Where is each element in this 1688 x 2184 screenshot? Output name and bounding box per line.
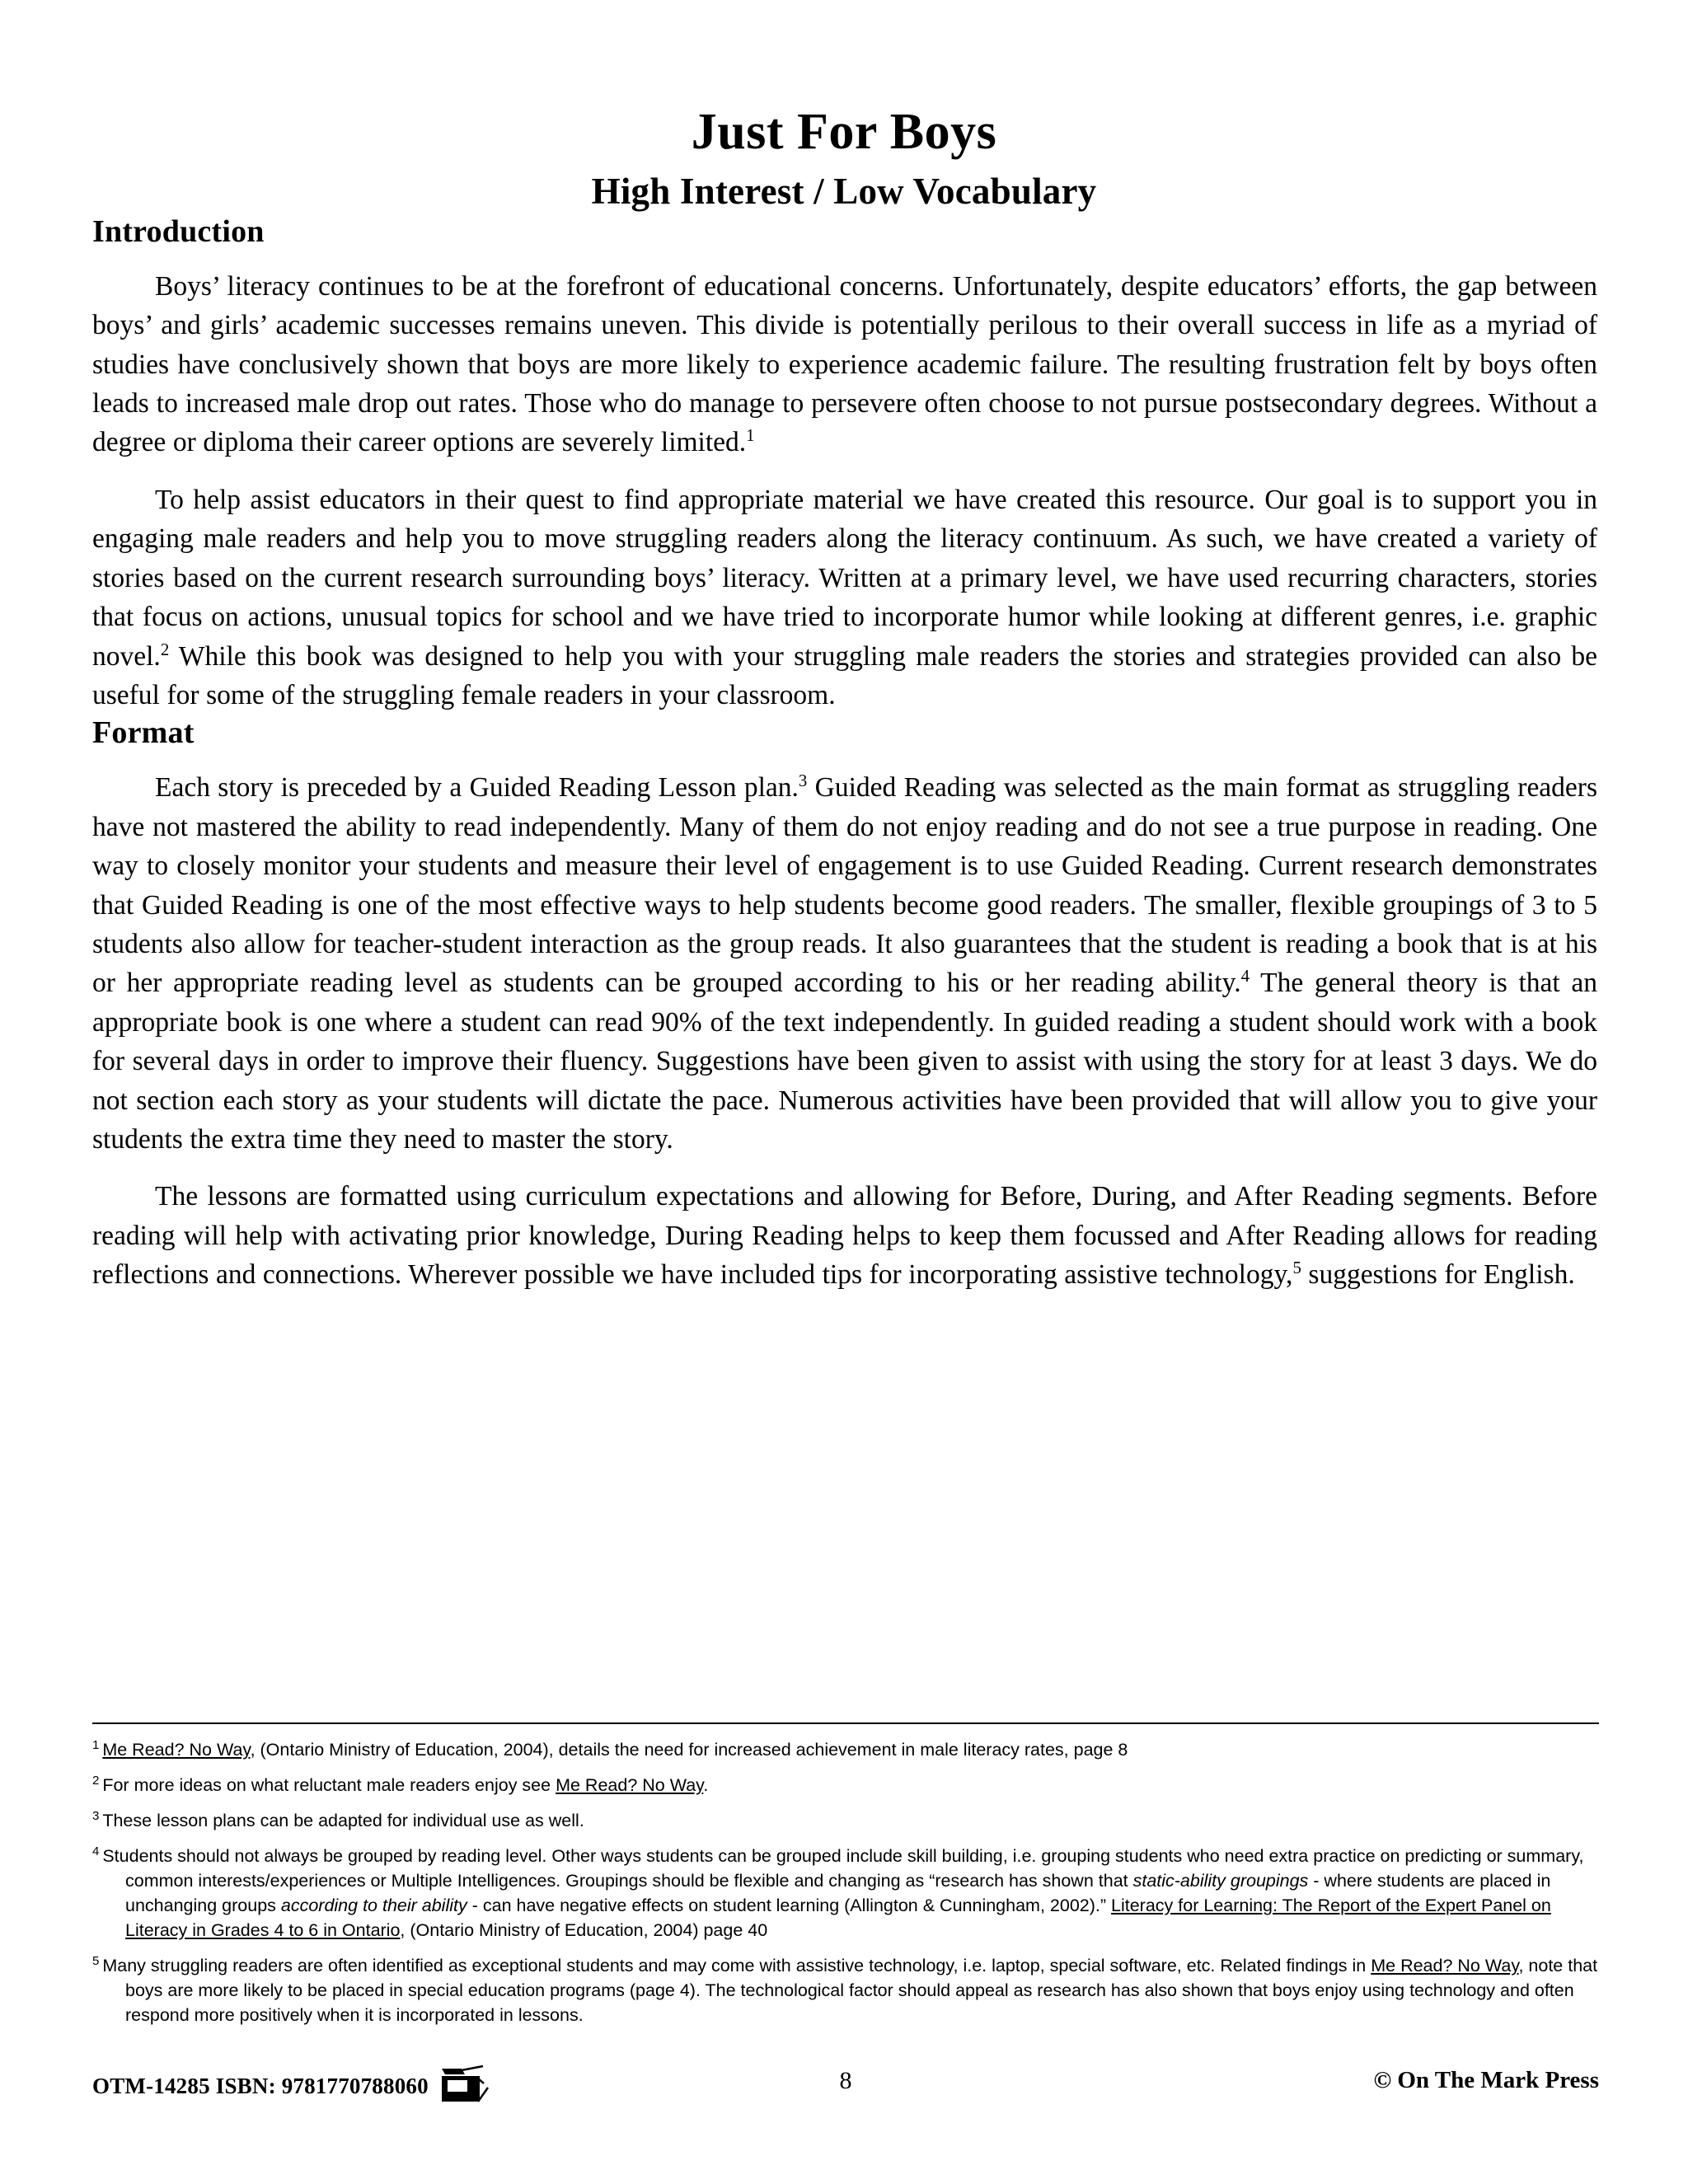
catalog-code: OTM-14285 ISBN: 9781770788060 <box>92 2073 429 2098</box>
footnote-area <box>92 1722 1599 2038</box>
footnote-ref-2: 2 <box>160 640 170 659</box>
footnote-italic-term-1: static-ability groupings <box>1132 1871 1309 1891</box>
footnote-text-c: - can have negative effects on student learning (Allington & Cunningham, 2002).” <box>467 1896 1112 1915</box>
page-title: Just For Boys <box>691 104 997 160</box>
footnote-title: Literacy for Learning: The Report of the Expert Panel on Literacy in Grades 4 to 6 in Ontario <box>125 1896 1551 1940</box>
footnote-title: Me Read? No Way <box>102 1740 251 1760</box>
footnote-title: Me Read? No Way <box>556 1775 704 1795</box>
copyright-notice: © On The Mark Press <box>1373 2067 1599 2093</box>
footnote-italic-term-2: according to their ability <box>280 1896 467 1915</box>
footnote-item <box>92 1953 1599 2027</box>
section-heading-format: Format <box>92 715 195 751</box>
footnote-title: Me Read? No Way <box>1371 1956 1519 1975</box>
footnote-text-b: , note that boys are more likely to be placed in special education programs (page 4). The technological factor should appeal as research has also shown that boys enjoy using technology and often respond more positively when it is incorporated in lessons. <box>125 1956 1598 2025</box>
footnote-item <box>92 1737 1599 1762</box>
footnote-item <box>92 1808 1599 1833</box>
format-paragraph-2 <box>92 1159 1597 1294</box>
page-subtitle: High Interest / Low Vocabulary <box>591 171 1097 213</box>
footnote-text: For more ideas on what reluctant male readers enjoy see <box>102 1775 556 1795</box>
introduction-paragraph-1 <box>92 250 1597 462</box>
format-par1-text-a: Each story is preceded by a Guided Reading Lesson plan. <box>155 772 799 804</box>
footnote-number: 5 <box>92 1953 100 1968</box>
footnote-ref-4: 4 <box>1240 967 1250 987</box>
footnote-text-b: - where students are placed in unchanging groups <box>125 1871 1551 1915</box>
format-par1-text-c: The general theory is that an appropriate book is one where a student can read 90% of the text independently. In guided reading a student should work with a book for several days in order to improve their fluency. Suggestions have been given to assist with using the story for at least 3 days. We do not section each story as your students will dictate the pace. Numerous activities have been provided that will allow you to give your students the extra time they need to master the story. <box>92 968 1598 1155</box>
footnote-number: 1 <box>92 1737 100 1752</box>
format-par1-text-b: Guided Reading was selected as the main format as struggling readers have not mastered the ability to read independently. Many of them do not enjoy reading and do not see a true purpose in reading. One way to closely monitor your students and measure their level of engagement is to use Guided Reading. Current research demonstrates that Guided Reading is one of the most effective ways to help students become good readers. The smaller, flexible groupings of 3 to 5 students also allow for teacher-student interaction as the group reads. It also guarantees that the student is reading a book that is at his or her appropriate reading level as students can be grouped according to his or her reading ability. <box>92 772 1597 999</box>
section-heading-introduction: Introduction <box>92 213 265 249</box>
intro-par2-text-a: To help assist educators in their quest to find appropriate material we have created this resource. Our goal is to support you in engaging male readers and help you to move struggling readers along the literacy continuum. As such, we have created a variety of stories based on the current research surrounding boys’ literacy. Written at a primary level, we have used recurring characters, stories that focus on actions, unusual topics for school and we have tried to incorporate humor while looking at different genres, i.e. graphic novel. <box>92 484 1597 672</box>
footnote-item <box>92 1773 1599 1797</box>
footnote-ref-3: 3 <box>798 771 808 791</box>
title-block <box>0 0 1688 213</box>
footnote-ref-1: 1 <box>746 426 755 446</box>
footnote-item <box>92 1844 1599 1943</box>
intro-par2-text-b: While this book was designed to help you with your struggling male readers the stories and strategies provided can also be useful for some of the struggling female readers in your classroom. <box>92 640 1597 710</box>
footnote-text-a: Students should not always be grouped by reading level. Other ways students can be grouped include skill building, i.e. grouping students who need extra practice on predicting or summary, common interests/experiences or Multiple Intelligences. Groupings should be flexible and changing as “research has shown that <box>102 1846 1584 1891</box>
page-footer <box>92 2067 1599 2113</box>
footnote-text-end: . <box>703 1775 709 1795</box>
footnote-text-d: , (Ontario Ministry of Education, 2004) page 40 <box>400 1920 768 1940</box>
footnote-number: 4 <box>92 1844 100 1858</box>
page-number: 8 <box>839 2067 852 2094</box>
format-par2-text-a: The lessons are formatted using curriculum expectations and allowing for Before, During, and After Reading segments. Before reading will help with activating prior knowledge, During Reading helps to keep them focussed and After Reading allows for reading reflections and connections. Wherever possible we have included tips for incorporating assistive technology, <box>92 1181 1597 1291</box>
document-body <box>92 213 1597 1295</box>
footnote-number: 2 <box>92 1773 100 1788</box>
footnote-ref-5: 5 <box>1292 1258 1301 1278</box>
footnote-number: 3 <box>92 1808 100 1823</box>
footnote-text: , (Ontario Ministry of Education, 2004), details the need for increased achievement in male literacy rates, page 8 <box>250 1740 1128 1760</box>
format-par2-text-b: suggestions for English. <box>1301 1259 1575 1291</box>
intro-par1-text: Boys’ literacy continues to be at the forefront of educational concerns. Unfortunately, despite educators’ efforts, the gap between boys’ and girls’ academic successes remains uneven. This divide is potentially perilous to their overall success in life as a myriad of studies have conclusively shown that boys are more likely to experience academic failure. The resulting frustration felt by boys often leads to increased male drop out rates. Those who do manage to persevere often choose to not pursue postsecondary degrees. Without a degree or diploma their career options are severely limited. <box>92 270 1597 458</box>
footnote-text-a: Many struggling readers are often identified as exceptional students and may come with assistive technology, i.e. laptop, special software, etc. Related findings in <box>102 1956 1372 1975</box>
introduction-paragraph-2 <box>92 462 1597 715</box>
footnote-text: These lesson plans can be adapted for individual use as well. <box>102 1811 584 1830</box>
format-paragraph-1 <box>92 751 1597 1159</box>
footnote-separator <box>92 1722 1599 1724</box>
